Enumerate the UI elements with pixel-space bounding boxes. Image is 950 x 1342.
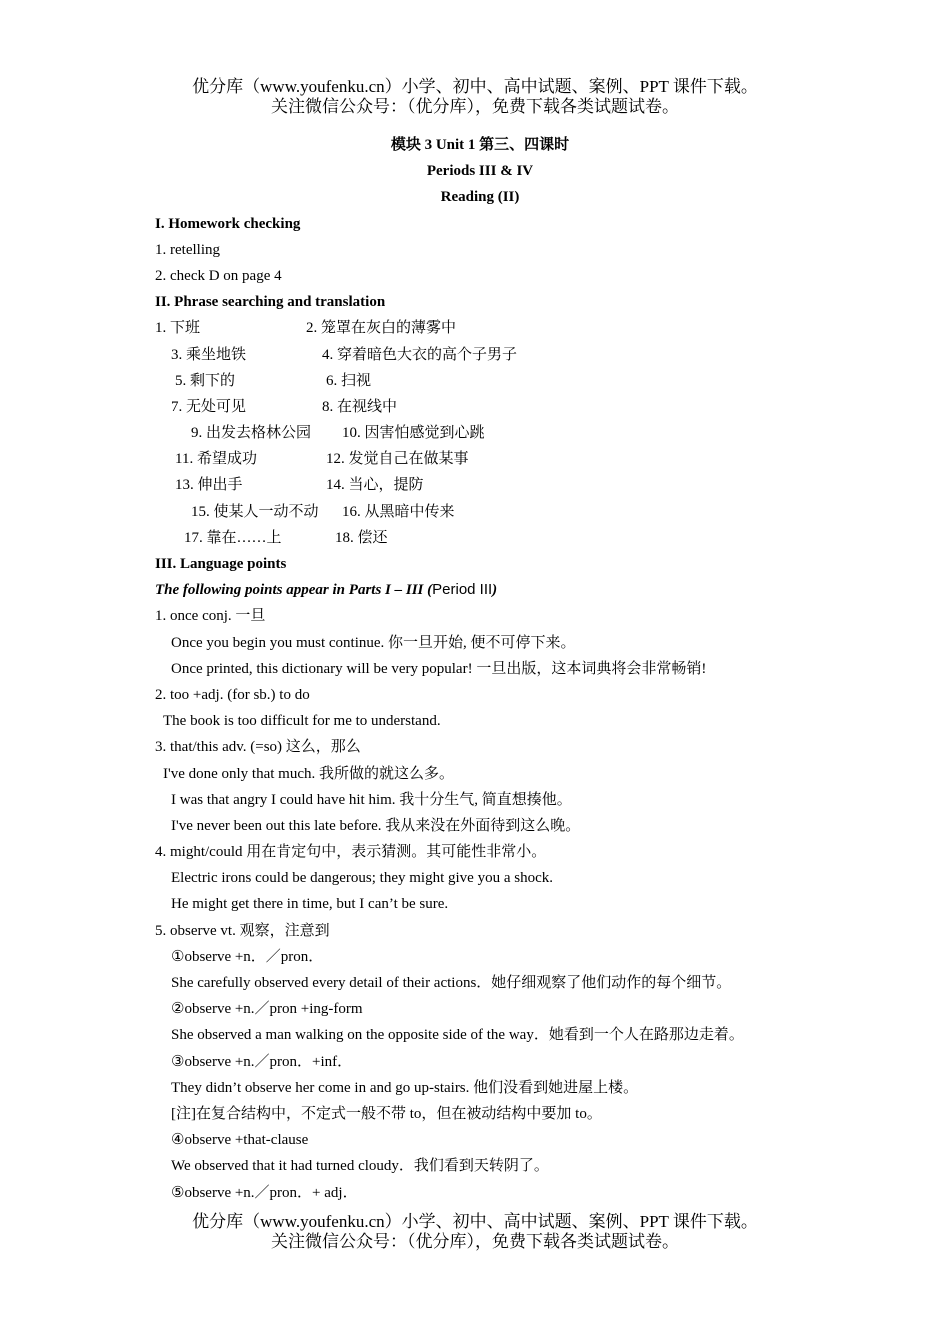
phrase-row <box>155 342 875 368</box>
section-heading-language: III. Language points <box>155 556 287 572</box>
example-line: Electric irons could be dangerous; they might give you a shock. <box>171 870 553 887</box>
phrase-left: 7. 无处可见 <box>171 398 247 415</box>
point-heading: 5. observe vt. 观察，注意到 <box>155 922 330 939</box>
banner-line-2: 关注微信公众号：（优分库），免费下载各类试题试卷。 <box>271 1232 679 1251</box>
phrase-right: 16. 从黑暗中传来 <box>342 503 455 520</box>
pattern-line: ⑤observe +n.／pron．+ adj． <box>171 1184 358 1201</box>
example-line: I've never been out this late before. 我从来没在外面待到这么晚。 <box>171 817 581 834</box>
phrase-row <box>155 446 875 472</box>
section-heading-phrases: II. Phrase searching and translation <box>155 294 386 311</box>
example-line: I've done only that much. 我所做的就这么多。 <box>163 765 454 782</box>
phrase-row <box>155 368 875 394</box>
phrase-left: 1. 下班 <box>155 320 201 337</box>
note-line: [注]在复合结构中，不定式一般不带 to，但在被动结构中要加 to。 <box>171 1105 602 1122</box>
pattern-line: ②observe +n.／pron +ing-form <box>171 1001 363 1018</box>
phrase-left: 9. 出发去格林公园 <box>191 425 312 442</box>
example-line: They didn’t observe her come in and go up-stairs. 他们没看到她进屋上楼。 <box>171 1079 639 1096</box>
example-line: Once you begin you must continue. 你一旦开始, 便不可停下来。 <box>171 634 576 651</box>
homework-item: 2. check D on page 4 <box>155 267 282 284</box>
point-heading: 3. that/this adv. (=so) 这么，那么 <box>155 739 361 756</box>
example-line: Once printed, this dictionary will be very popular! 一旦出版，这本词典将会非常畅销! <box>171 660 707 677</box>
pattern-line: ④observe +that-clause <box>171 1132 309 1149</box>
doc-periods: Periods III & IV <box>426 163 534 180</box>
phrase-left: 11. 希望成功 <box>175 451 257 468</box>
example-line: She carefully observed every detail of their actions．她仔细观察了他们动作的每个细节。 <box>171 975 732 991</box>
section-heading-homework: I. Homework checking <box>155 215 301 232</box>
phrase-right: 4. 穿着暗色大衣的高个子男子 <box>322 346 518 363</box>
phrase-left: 3. 乘坐地铁 <box>171 346 247 363</box>
point-heading: 1. once conj. 一旦 <box>155 608 266 625</box>
banner-line-1: 优分库（www.youfenku.cn）小学、初中、高中试题、案例、PPT 课件下载。 <box>192 77 758 96</box>
language-subheading: The following points appear in Parts I – III (Period III) <box>155 581 498 599</box>
phrase-left: 5. 剩下的 <box>175 372 236 389</box>
phrase-left: 17. 靠在……上 <box>184 529 282 546</box>
phrase-right: 8. 在视线中 <box>322 398 398 415</box>
homework-item: 1. retelling <box>155 241 220 258</box>
phrase-row <box>155 499 875 525</box>
phrase-right: 18. 偿还 <box>335 529 388 546</box>
phrase-row <box>155 315 875 341</box>
doc-title: 模块 3 Unit 1 第三、四课时 <box>390 137 570 153</box>
example-line: The book is too difficult for me to understand. <box>163 713 441 730</box>
phrase-row <box>155 394 875 420</box>
phrase-row <box>155 525 875 551</box>
pattern-line: ①observe +n．／pron． <box>171 948 324 965</box>
example-line: I was that angry I could have hit him. 我十分生气, 简直想揍他。 <box>171 791 572 808</box>
phrase-right: 10. 因害怕感觉到心跳 <box>342 425 485 442</box>
example-line: He might get there in time, but I can’t be sure. <box>171 896 449 913</box>
point-heading: 4. might/could 用在肯定句中，表示猜测。其可能性非常小。 <box>155 844 547 861</box>
phrase-left: 13. 伸出手 <box>175 477 243 494</box>
pattern-line: ③observe +n.／pron．+inf． <box>171 1053 353 1070</box>
document-body <box>155 132 875 1206</box>
banner-line-2: 关注微信公众号：（优分库），免费下载各类试题试卷。 <box>271 97 679 116</box>
phrase-right: 12. 发觉自己在做某事 <box>326 451 469 468</box>
doc-reading: Reading (II) <box>440 189 520 206</box>
phrase-right: 2. 笼罩在灰白的薄雾中 <box>306 320 457 337</box>
phrase-row <box>155 420 875 446</box>
top-banner <box>0 77 950 117</box>
phrase-right: 14. 当心，提防 <box>326 477 424 494</box>
banner-line-1: 优分库（www.youfenku.cn）小学、初中、高中试题、案例、PPT 课件下载。 <box>192 1212 758 1231</box>
bottom-banner <box>0 1212 950 1252</box>
phrase-row <box>155 472 875 498</box>
phrase-left: 15. 使某人一动不动 <box>191 503 319 520</box>
point-heading: 2. too +adj. (for sb.) to do <box>155 686 310 703</box>
example-line: We observed that it had turned cloudy．我们看到天转阴了。 <box>171 1158 549 1175</box>
example-line: She observed a man walking on the opposite side of the way．她看到一个人在路那边走着。 <box>171 1027 744 1044</box>
phrase-right: 6. 扫视 <box>326 372 372 389</box>
